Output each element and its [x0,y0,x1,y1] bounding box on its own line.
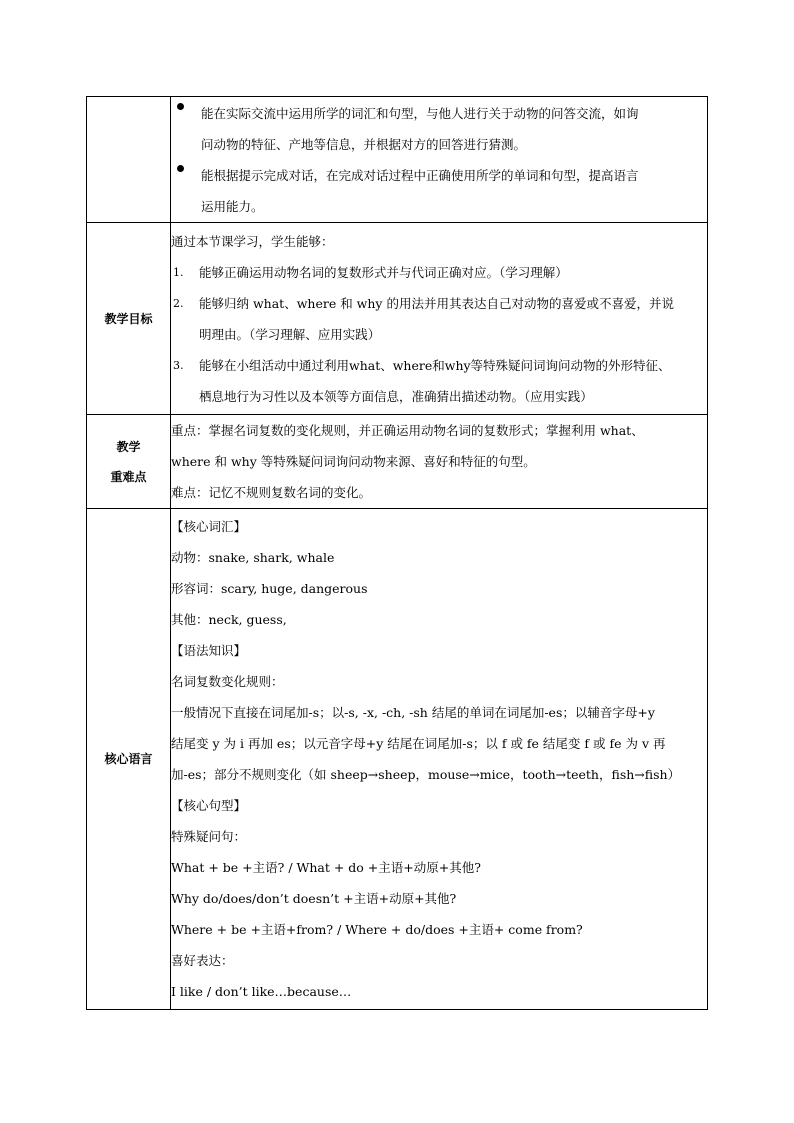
goal-item [171,350,707,412]
vocab-line: 其他：neck, guess, [171,612,287,627]
difficulty-line: 难点：记忆不规则复数名词的变化。 [171,485,372,500]
bullet-line: 问动物的特征、产地等信息，并根据对方的回答进行猜测。 [201,137,527,152]
goal-item [171,257,707,288]
row-abilities-label [87,97,171,223]
keypoints-label-line2: 重难点 [110,469,147,484]
language-content [171,509,708,1010]
keypoints-label-line1: 教学 [116,439,141,454]
row-goals [87,223,708,415]
goal-number: 2. [173,297,184,310]
keypoints-label [87,415,171,509]
lesson-plan-table [86,96,708,1010]
goal-line: 能够正确运用动物名词的复数形式并与代词正确对应。（学习理解） [199,265,568,280]
bullet-item [171,98,707,160]
bullet-dot-icon [177,103,184,110]
section-heading: 【核心词汇】 [171,519,247,534]
bullet-line: 运用能力。 [201,199,264,214]
sentence-line: 特殊疑问句： [171,829,247,844]
goals-content [171,223,708,415]
goal-line: 栖息地行为习性以及本领等方面信息，准确猜出描述动物。（应用实践） [199,389,593,404]
bullet-dot-icon [177,165,184,172]
sentence-line: Where + be +主语+from? / Where + do/does +主语+ come from? [171,922,583,937]
row-abilities-content [171,97,708,223]
bullet-line: 能在实际交流中运用所学的词汇和句型，与他人进行关于动物的问答交流，如询 [201,106,639,121]
grammar-line: 一般情况下直接在词尾加-s；以-s, -x, -ch, -sh 结尾的单词在词尾加-es；以辅音字母+y [171,705,655,720]
goal-item [171,288,707,350]
row-abilities [87,97,708,223]
bullet-line: 能根据提示完成对话，在完成对话过程中正确使用所学的单词和句型，提高语言 [201,168,639,183]
goal-line: 能够归纳 what、where 和 why 的用法并用其表达自己对动物的喜爱或不喜爱，并说 [199,296,674,311]
row-language [87,509,708,1010]
sentence-line: I like / don’t like…because… [171,984,352,999]
sentence-line: Why do/does/don’t doesn’t +主语+动原+其他? [171,891,457,906]
section-heading: 【语法知识】 [171,643,247,658]
row-keypoints [87,415,708,509]
goals-label: 教学目标 [87,223,171,415]
goals-intro: 通过本节课学习，学生能够： [171,234,334,249]
grammar-line: 名词复数变化规则： [171,674,284,689]
keypoints-content [171,415,708,509]
focus-line: 重点：掌握名词复数的变化规则，并正确运用动物名词的复数形式；掌握利用 what、 [171,423,644,438]
section-heading: 【核心句型】 [171,798,247,813]
focus-line: where 和 why 等特殊疑问词询问动物来源、喜好和特征的句型。 [171,454,536,469]
sentence-line: 喜好表达： [171,953,234,968]
goal-number: 3. [173,359,184,372]
language-label: 核心语言 [87,509,171,1010]
goal-number: 1. [173,266,184,279]
grammar-line: 结尾变 y 为 i 再加 es；以元音字母+y 结尾在词尾加-s；以 f 或 fe 结尾变 f 或 fe 为 v 再 [171,736,666,751]
bullet-item [171,160,707,222]
vocab-line: 形容词：scary, huge, dangerous [171,581,368,596]
goal-line: 明理由。（学习理解、应用实践） [199,327,381,342]
vocab-line: 动物：snake, shark, whale [171,550,335,565]
sentence-line: What + be +主语? / What + do +主语+动原+其他? [171,860,481,875]
grammar-line: 加-es；部分不规则变化（如 sheep→sheep，mouse→mice，tooth→teeth，fish→fish） [171,767,681,782]
goal-line: 能够在小组活动中通过利用what、where和why等特殊疑问词询问动物的外形特征、 [199,358,671,373]
